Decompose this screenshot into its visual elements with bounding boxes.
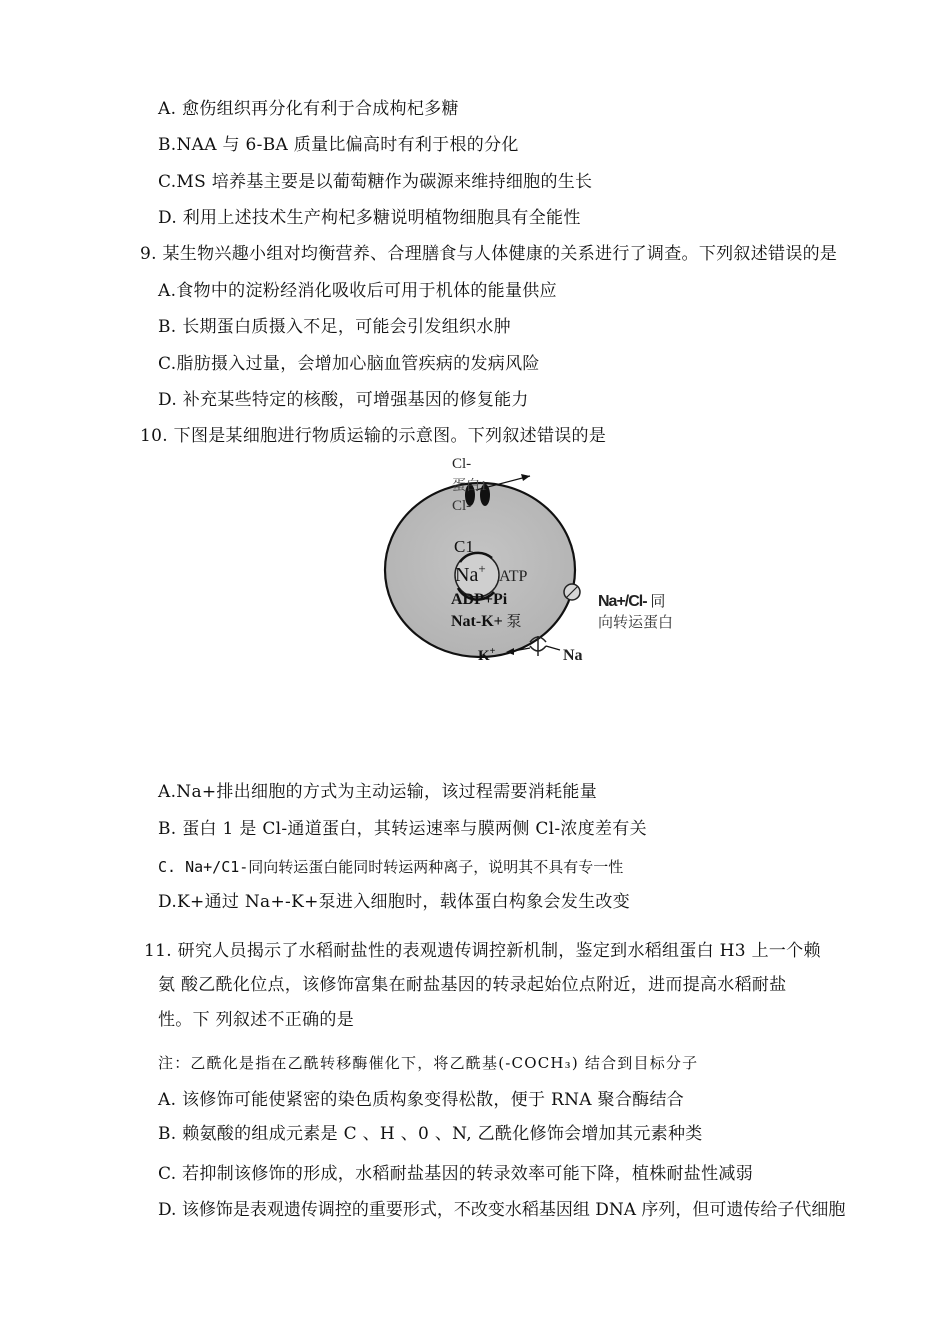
q11-option-a: A. 该修饰可能使紧密的染色质构象变得松散，便于 RNA 聚合酶结合 [158, 1090, 685, 1110]
na-plus-label: Na+ [455, 561, 486, 586]
c1-label: C1 [454, 537, 474, 556]
q11-note: 注：乙酰化是指在乙酰转移酶催化下，将乙酰基(-COCH₃) 结合到目标分子 [158, 1054, 699, 1072]
q8-option-a: A. 愈伤组织再分化有利于合成枸杞多糖 [158, 99, 459, 119]
symporter-label-line2: 向转运蛋白 [598, 615, 674, 631]
q11-option-c: C. 若抑制该修饰的形成，水稻耐盐基因的转录效率可能下降，植株耐盐性减弱 [158, 1164, 754, 1184]
q10-option-a: A.Na+排出细胞的方式为主动运输，该过程需要消耗能量 [158, 782, 598, 802]
q11-stem-line1: 11. 研究人员揭示了水稻耐盐性的表观遗传调控新机制，鉴定到水稻组蛋白 H3 上一个赖 [144, 941, 821, 961]
symporter-label: Na+/Cl- 同 [598, 593, 666, 610]
q9-stem: 9. 某生物兴趣小组对均衡营养、合理膳食与人体健康的关系进行了调查。下列叙述错误的是 [140, 244, 838, 264]
q10-option-c: C. Na+/C1-同向转运蛋白能同时转运两种离子，说明其不具有专一性 [158, 858, 624, 876]
q9-option-c: C.脂肪摄入过量，会增加心脑血管疾病的发病风险 [158, 354, 540, 374]
q10-option-d: D.K+通过 Na+-K+泵进入细胞时，载体蛋白构象会发生改变 [158, 892, 631, 912]
q10-option-b: B. 蛋白 1 是 Cl-通道蛋白，其转运速率与膜两侧 Cl-浓度差有关 [158, 819, 647, 839]
q8-option-c: C.MS 培养基主要是以葡萄糖作为碳源来维持细胞的生长 [158, 172, 593, 192]
adp-pi-label: ADP+Pi [451, 591, 508, 608]
protein1-label: 蛋白1 [452, 479, 487, 494]
q11-option-d: D. 该修饰是表观遗传调控的重要形式，不改变水稻基因组 DNA 序列，但可遗传给子代细胞 [158, 1200, 846, 1220]
atp-label: ATP [499, 568, 528, 585]
q11-option-b: B. 赖氨酸的组成元素是 C 、H 、0 、N, 乙酰化修饰会增加其元素种类 [158, 1124, 703, 1144]
cl-inner-label: Cl- [452, 498, 472, 514]
na-k-pump-membrane [530, 636, 546, 656]
q9-option-d: D. 补充某些特定的核酸，可增强基因的修复能力 [158, 390, 529, 410]
q10-stem: 10. 下图是某细胞进行物质运输的示意图。下列叙述错误的是 [140, 426, 607, 446]
q11-stem-line2: 氨 酸乙酰化位点，该修饰富集在耐盐基因的转录起始位点附近，进而提高水稻耐盐 [158, 975, 787, 995]
cell-transport-figure [380, 450, 690, 675]
q8-option-d: D. 利用上述技术生产枸杞多糖说明植物细胞具有全能性 [158, 208, 581, 228]
k-plus-label: K+ [478, 646, 496, 664]
na-out-label: Na [563, 647, 583, 664]
q9-option-b: B. 长期蛋白质摄入不足，可能会引发组织水肿 [158, 317, 511, 337]
cl-top-label: Cl- [452, 456, 472, 472]
pump-label: Nat-K+ 泵 [451, 613, 522, 630]
q9-option-a: A.食物中的淀粉经消化吸收后可用于机体的能量供应 [158, 281, 557, 301]
q8-option-b: B.NAA 与 6-BA 质量比偏高时有利于根的分化 [158, 135, 519, 155]
q11-stem-line3: 性。下 列叙述不正确的是 [158, 1010, 355, 1030]
